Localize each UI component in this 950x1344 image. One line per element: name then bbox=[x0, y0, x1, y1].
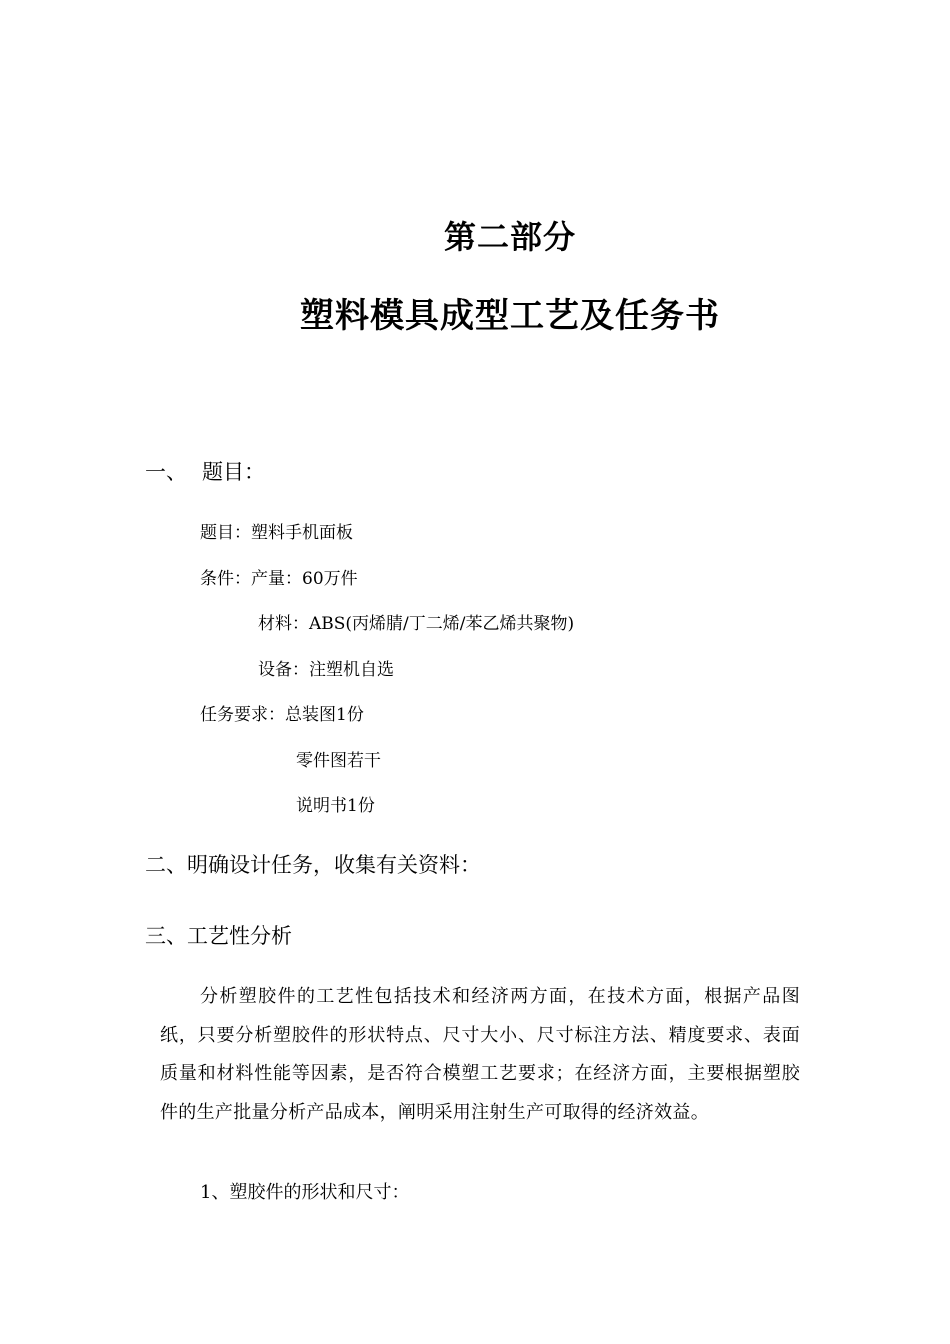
material-line: 材料：ABS(丙烯腈/丁二烯/苯乙烯共聚物) bbox=[258, 614, 575, 634]
analysis-paragraph: 分析塑胶件的工艺性包括技术和经济两方面，在技术方面，根据产品图纸，只要分析塑胶件的形状特点、尺寸大小、尺寸标注方法、精度要求、表面质量和材料性能等因素，是否符合模塑工艺要求；在经济方面，主要根据塑胶件的生产批量分析产品成本，阐明采用注射生产可取得的经济效益。 bbox=[160, 986, 800, 1123]
manual-line: 说明书1份 bbox=[296, 796, 375, 816]
section2-heading: 二、明确设计任务，收集有关资料： bbox=[145, 853, 481, 877]
topic-line: 题目：塑料手机面板 bbox=[200, 523, 353, 543]
subsection1-heading: 1、塑胶件的形状和尺寸： bbox=[200, 1182, 410, 1203]
part-drawings-line: 零件图若干 bbox=[296, 751, 381, 771]
section3-heading: 三、工艺性分析 bbox=[145, 924, 292, 948]
document-title: 塑料模具成型工艺及任务书 bbox=[300, 296, 720, 336]
section1-number: 一、 bbox=[145, 460, 187, 484]
task-requirement-line: 任务要求：总装图1份 bbox=[200, 705, 364, 725]
section1-heading: 题目： bbox=[202, 460, 265, 484]
condition-line: 条件：产量：60万件 bbox=[200, 569, 358, 589]
equipment-line: 设备：注塑机自选 bbox=[258, 660, 394, 680]
part-heading: 第二部分 bbox=[443, 218, 576, 256]
